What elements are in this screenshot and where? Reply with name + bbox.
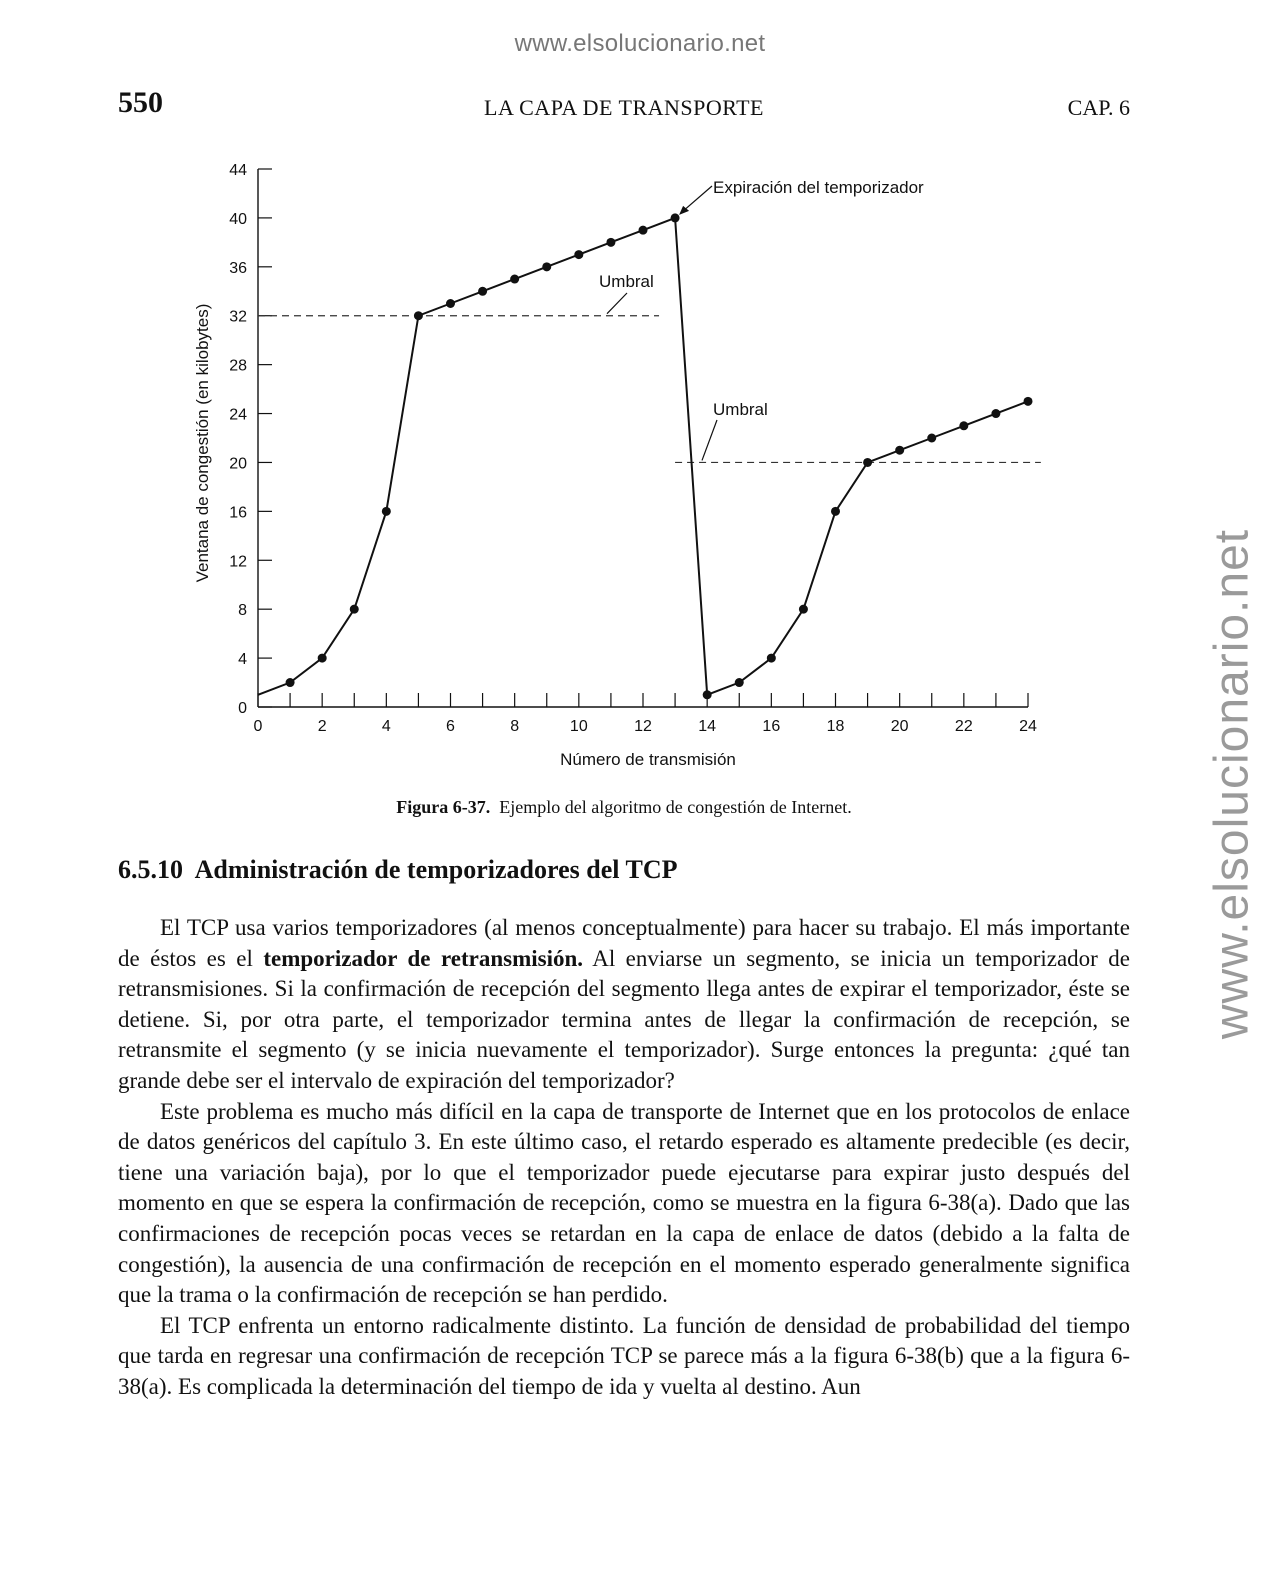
data-point [703, 690, 712, 699]
threshold-leader [702, 420, 717, 460]
data-point [382, 507, 391, 516]
section-number: 6.5.10 [118, 855, 183, 884]
x-tick-label: 22 [954, 718, 973, 735]
y-tick-label: 8 [238, 602, 247, 620]
data-point [735, 678, 744, 687]
paragraph-1-end: Al enviarse un segmento, se inicia un temporizador de retransmisiones. Si la confirmación de recepción del segmento llega antes de expirar el temporizador, éste se detiene. Si, por otra parte, el temporizador termina antes de llegar la confirmación de recepción, se retransmite el segmento (y se inicia nuevamente el temporizador). Surge entonces la pregunta: ¿qué tan grande debe ser el intervalo de expiración del temporizador? [118, 945, 1131, 1093]
running-title: LA CAPA DE TRANSPORTE [484, 95, 764, 120]
data-point [927, 434, 936, 443]
congestion-chart [0, 0, 1280, 790]
x-tick-label: 8 [510, 718, 520, 735]
x-tick-label: 20 [890, 718, 909, 735]
caption-text: Ejemplo del algoritmo de congestión de Internet. [499, 797, 852, 817]
data-point [318, 654, 327, 663]
x-tick-label: 10 [569, 718, 588, 735]
data-point [414, 311, 423, 320]
data-point [542, 262, 551, 271]
page-number: 550 [118, 86, 163, 119]
y-tick-label: 32 [229, 308, 247, 326]
figure-caption [0, 797, 1248, 818]
paragraph-2: Este problema es mucho más difícil en la capa de transporte de Internet que en los protocolos de enlace de datos genéricos del capítulo 3. En este último caso, el retardo esperado es altamente predecible (es decir, tiene una variación baja), por lo que el temporizador puede ejecutarse para expirar justo después del momento en que se espera la confirmación de recepción, como se muestra en la figura 6-38(a). Dado que las confirmaciones de recepción pocas veces se retardan en la capa de enlace de datos (debido a la falta de congestión), la ausencia de una confirmación de recepción en el momento esperado generalmente significa que la trama o la confirmación de recepción se han perdido. [118, 1098, 1130, 1308]
x-tick-label: 16 [762, 718, 781, 735]
data-point [478, 287, 487, 296]
x-tick-label: 6 [446, 718, 455, 735]
data-point [446, 299, 455, 308]
timeout-label: Expiración del temporizador [713, 178, 924, 197]
x-tick-label: 14 [698, 718, 717, 735]
y-axis-label: Ventana de congestión (en kilobytes) [193, 303, 212, 583]
paragraph-3: El TCP enfrenta un entorno radicalmente distinto. La función de densidad de probabilidad del tiempo que tarda en regresar una confirmación de recepción TCP se parece más a la figura 6-38(b) que a la figura 6-38(a). Es complicada la determinación del tiempo de ida y vuelta al destino. Aun [118, 1312, 1130, 1399]
x-tick-label: 24 [1019, 718, 1037, 735]
y-tick-label: 4 [238, 651, 247, 669]
chart-axes [193, 162, 1037, 769]
x-tick-label: 12 [634, 718, 652, 735]
section-title: Administración de temporizadores del TCP [194, 855, 678, 884]
data-point [991, 409, 1000, 418]
x-axis-label: Número de transmisión [560, 750, 736, 769]
section-heading [118, 855, 677, 885]
y-tick-label: 44 [229, 162, 247, 179]
watermark-top: www.elsolucionario.net [514, 30, 766, 57]
data-point [799, 605, 808, 614]
y-tick-label: 12 [229, 553, 247, 571]
y-tick-label: 24 [229, 406, 247, 424]
paragraph-1 [118, 913, 1130, 1097]
data-point [863, 458, 872, 467]
paragraph-1-start: El TCP usa varios temporizadores (al menos conceptualmente) para hacer su trabajo. El más importante de éstos es el [118, 915, 1130, 971]
y-tick-label: 16 [229, 504, 247, 522]
data-point [639, 226, 648, 235]
timeout-arrow [682, 186, 712, 212]
data-point [895, 446, 904, 455]
data-point [286, 678, 295, 687]
data-point [606, 238, 615, 247]
y-tick-label: 40 [229, 210, 247, 228]
x-tick-label: 4 [381, 718, 391, 735]
data-point [1024, 397, 1033, 406]
data-point [767, 654, 776, 663]
data-point [959, 421, 968, 430]
body-text [118, 913, 1130, 1403]
data-point [510, 275, 519, 284]
data-point [350, 605, 359, 614]
data-point [574, 250, 583, 259]
paragraph-1-term: temporizador de retransmisión. [263, 945, 584, 971]
chart-annotations [599, 178, 924, 460]
y-tick-label: 28 [229, 357, 247, 375]
y-tick-label: 0 [238, 700, 247, 717]
x-tick-label: 0 [253, 718, 263, 735]
data-point [831, 507, 840, 516]
x-tick-label: 2 [317, 718, 327, 735]
threshold-label: Umbral [713, 400, 768, 419]
caption-label: Figura 6-37. [396, 797, 491, 817]
threshold-leader [607, 293, 627, 314]
chapter-label: CAP. 6 [1067, 95, 1130, 120]
x-tick-label: 18 [826, 718, 845, 735]
threshold-label: Umbral [599, 272, 654, 291]
y-tick-label: 36 [229, 259, 247, 277]
data-point [671, 213, 680, 222]
y-tick-label: 20 [229, 455, 247, 473]
watermark-side: www.elsolucionario.net [1205, 528, 1259, 1040]
